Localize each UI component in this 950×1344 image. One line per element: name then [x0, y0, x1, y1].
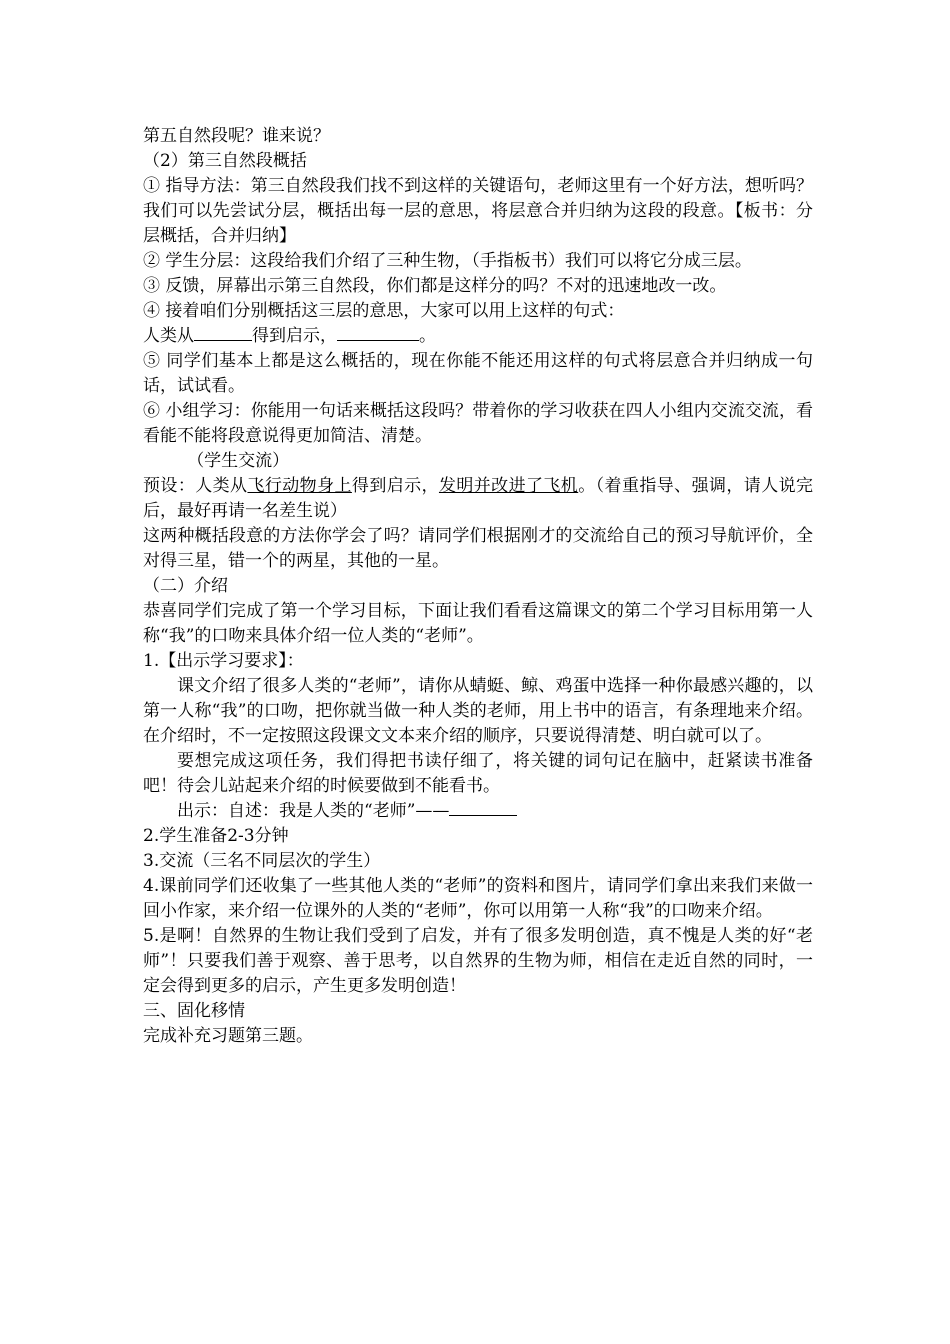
sentence-pattern [143, 324, 813, 349]
paragraph: ③ 反馈，屏幕出示第三自然段，你们都是这样分的吗？不对的迅速地改一改。 [143, 276, 727, 296]
paragraph: ① 指导方法：第三自然段我们找不到这样的关键语句，老师这里有一个好方法，想听吗？我们可以先尝试分层，概括出每一层的意思，将层意合并归纳为这段的段意。【板书：分层概括，合并归纳】 [143, 176, 813, 246]
paragraph: （学生交流） [187, 451, 290, 471]
section-heading: （二）介绍 [143, 576, 228, 596]
section-heading: 三、固化移情 [143, 1001, 245, 1021]
pattern-text: 。 [419, 326, 436, 346]
fill-blank [194, 324, 252, 341]
paragraph: 要想完成这项任务，我们得把书读仔细了，将关键的词句记在脑中，赶紧读书准备吧！待会儿站起来介绍的时候要做到不能看书。 [143, 751, 813, 796]
underlined-answer: 飞行动物身上 [247, 476, 352, 496]
paragraph: 1.【出示学习要求】： [143, 651, 304, 671]
paragraph: 2.学生准备2-3分钟 [143, 826, 289, 846]
paragraph: ⑤ 同学们基本上都是这么概括的，现在你能不能还用这样的句式将层意合并归纳成一句话，试试看。 [143, 351, 813, 396]
preset-text: 。（着重指导、强调，请人说完后，最好再请一名差生说） [143, 476, 814, 521]
preset-text: 预设：人类从 [143, 476, 248, 496]
paragraph: 5.是啊！自然界的生物让我们受到了启发，并有了很多发明创造，真不愧是人类的好“老师”！只要我们善于观察、善于思考，以自然界的生物为师，相信在走近自然的同时，一定会得到更多的启示，产生更多发明创造！ [143, 926, 813, 996]
paragraph: 3.交流（三名不同层次的学生） [143, 851, 381, 871]
pattern-text: 得到启示， [252, 326, 337, 346]
pattern-text: 人类从 [143, 326, 194, 346]
fill-blank [449, 799, 517, 816]
paragraph: 完成补充习题第三题。 [143, 1026, 313, 1046]
paragraph: ④ 接着咱们分别概括这三层的意思，大家可以用上这样的句式： [143, 301, 625, 321]
fill-blank [337, 324, 419, 341]
preset-answer [143, 474, 813, 524]
paragraph: 课文介绍了很多人类的“老师”，请你从蜻蜓、鲸、鸡蛋中选择一种你最感兴趣的，以第一人称“我”的口吻，把你就当做一种人类的老师，用上书中的语言，有条理地来介绍。在介绍时，不一定按照这段课文文本来介绍的顺序，只要说得清楚、明白就可以了。 [143, 676, 813, 746]
section-heading: （2）第三自然段概括 [143, 151, 307, 171]
underlined-answer: 发明并改进了飞机 [438, 476, 579, 496]
paragraph: ② 学生分层：这段给我们介绍了三种生物，（手指板书）我们可以将它分成三层。 [143, 251, 752, 271]
paragraph: 4.课前同学们还收集了一些其他人类的“老师”的资料和图片，请同学们拿出来我们来做一回小作家，来介绍一位课外的人类的“老师”，你可以用第一人称“我”的口吻来介绍。 [143, 876, 813, 921]
preset-text: 得到启示， [351, 476, 439, 496]
prompt-line [143, 799, 813, 824]
document-body [143, 124, 813, 1049]
paragraph: 恭喜同学们完成了第一个学习目标，下面让我们看看这篇课文的第二个学习目标用第一人称“我”的口吻来具体介绍一位人类的“老师”。 [143, 601, 813, 646]
paragraph: ⑥ 小组学习：你能用一句话来概括这段吗？带着你的学习收获在四人小组内交流交流，看看能不能将段意说得更加简洁、清楚。 [143, 401, 813, 446]
paragraph: 这两种概括段意的方法你学会了吗？请同学们根据刚才的交流给自己的预习导航评价，全对得三星，错一个的两星，其他的一星。 [143, 526, 813, 571]
paragraph: 第五自然段呢？谁来说？ [143, 126, 330, 146]
prompt-text: 出示：自述：我是人类的“老师”—— [177, 801, 450, 821]
